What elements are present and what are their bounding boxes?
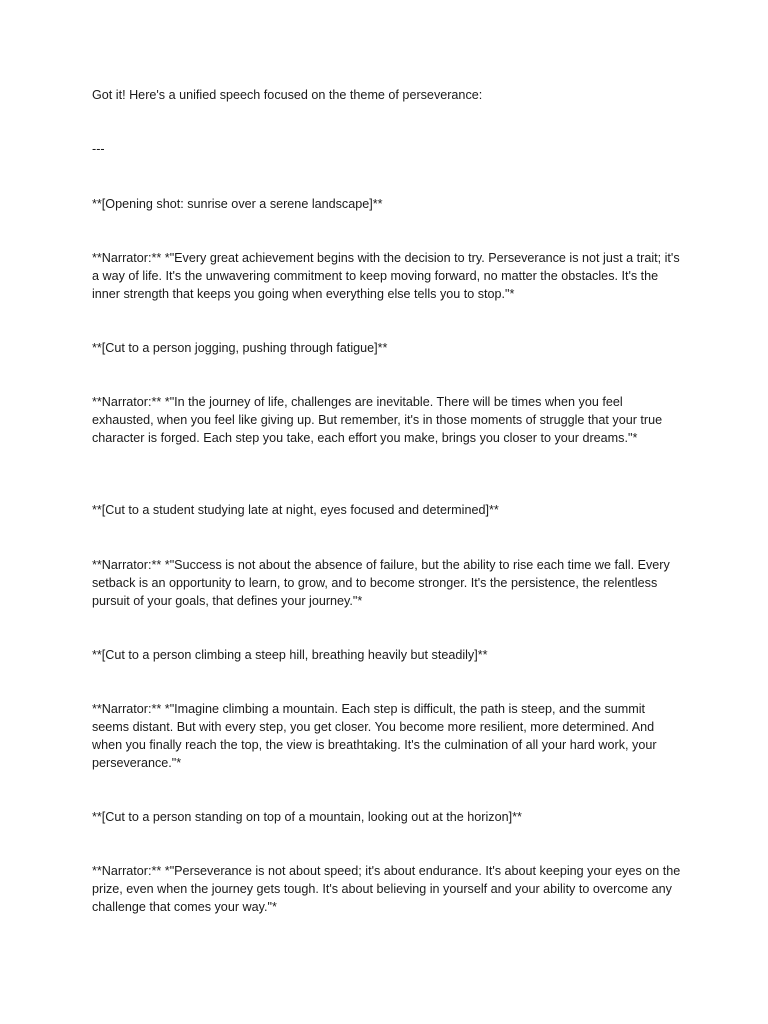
narrator-paragraph-5: **Narrator:** *"Perseverance is not about speed; it's about endurance. It's about keeping your eyes on the prize, even when the journey gets tough. It's about believing in yourself and your ability to overcome any challenge that comes your way."* xyxy=(92,864,681,914)
scene-direction-climbing: **[Cut to a person climbing a steep hill, breathing heavily but steadily]** xyxy=(92,648,488,662)
narrator-paragraph-1: **Narrator:** *"Every great achievement begins with the decision to try. Perseverance is not just a trait; it's a way of life. It's the unwavering commitment to keep moving forward, no matter the obstacles. It's the inner strength that keeps you going when everything else tells you to stop."* xyxy=(92,251,680,301)
intro-line: Got it! Here's a unified speech focused on the theme of perseverance: xyxy=(92,88,483,102)
scene-direction-jogging: **[Cut to a person jogging, pushing through fatigue]** xyxy=(92,341,388,355)
scene-direction-student: **[Cut to a student studying late at night, eyes focused and determined]** xyxy=(92,503,499,517)
scene-direction-summit: **[Cut to a person standing on top of a mountain, looking out at the horizon]** xyxy=(92,810,522,824)
narrator-paragraph-2: **Narrator:** *"In the journey of life, challenges are inevitable. There will be times when you feel exhausted, when you feel like giving up. But remember, it's in those moments of struggle that your true character is forged. Each step you take, each effort you make, brings you closer to your dreams."* xyxy=(92,395,663,445)
narrator-paragraph-3: **Narrator:** *"Success is not about the absence of failure, but the ability to rise each time we fall. Every setback is an opportunity to learn, to grow, and to become stronger. It's the persistence, the relentless pursuit of your goals, that defines your journey."* xyxy=(92,558,670,608)
separator-line: --- xyxy=(92,142,105,156)
scene-direction-opening: **[Opening shot: sunrise over a serene landscape]** xyxy=(92,197,383,211)
narrator-paragraph-4: **Narrator:** *"Imagine climbing a mountain. Each step is difficult, the path is steep, and the summit seems distant. But with every step, you get closer. You become more resilient, more determined. And when you finally reach the top, the view is breathtaking. It's the culmination of all your hard work, your perseverance."* xyxy=(92,702,657,770)
